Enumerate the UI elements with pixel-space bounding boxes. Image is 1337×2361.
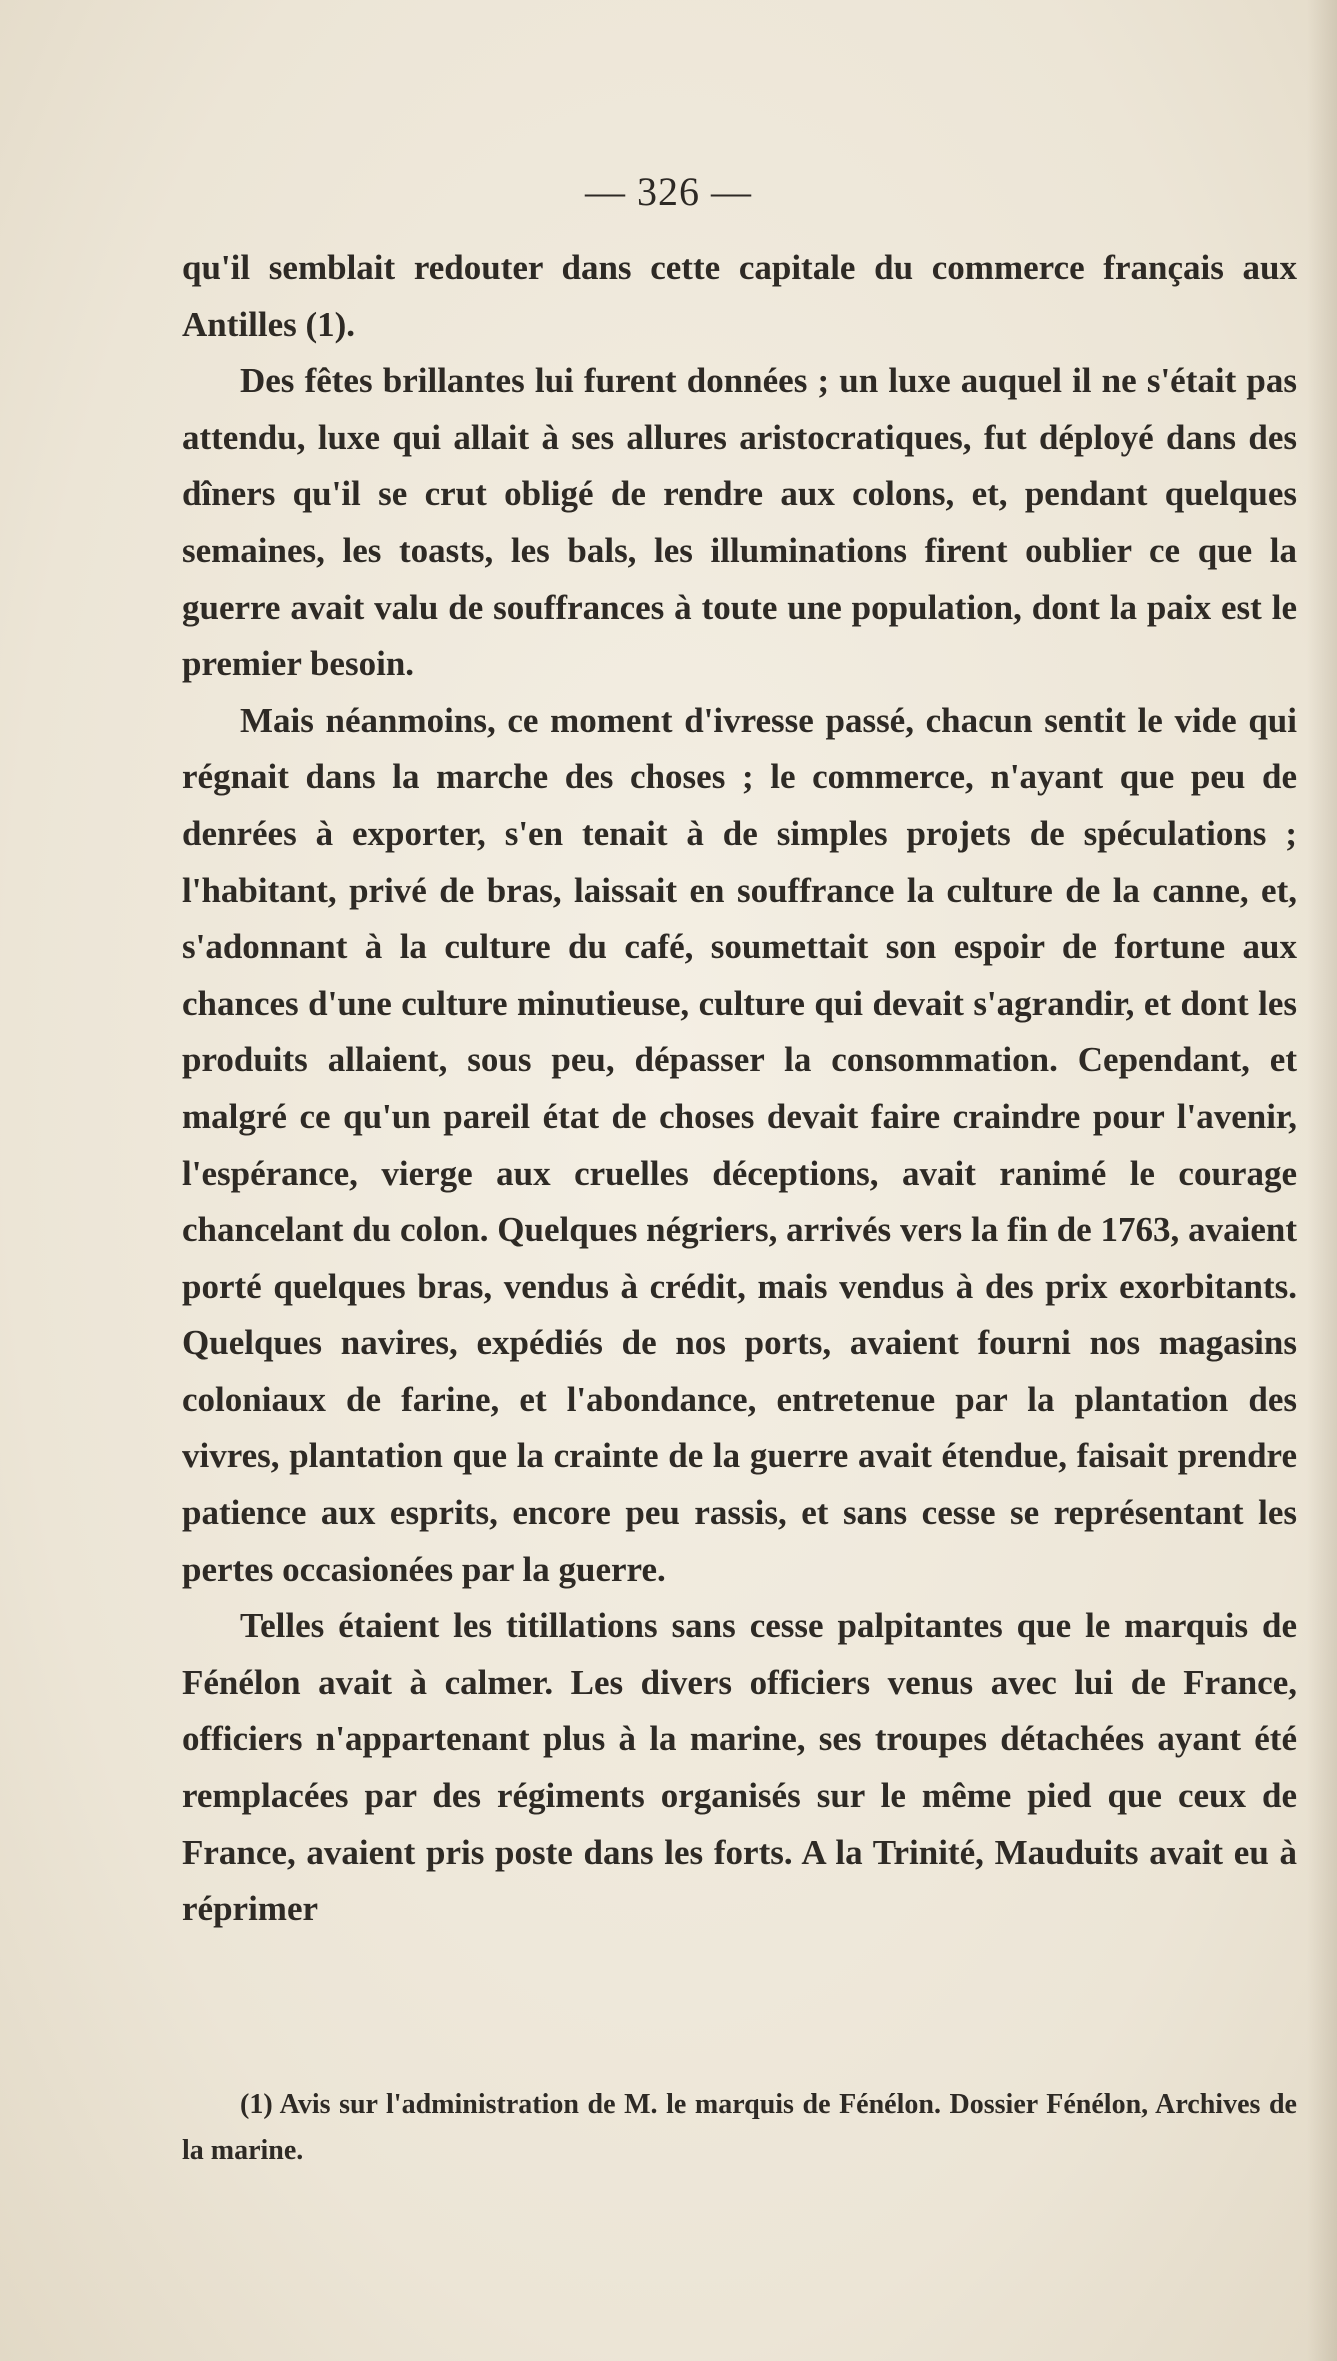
footnote xyxy=(182,2082,1297,2174)
paragraph: Des fêtes brillantes lui furent données ; un luxe auquel il ne s'était pas attendu, luxe qui allait à ses allures aristocratiques, fut déployé dans des dîners qu'il se crut obligé de rendre aux colons, et, pendant quelques semaines, les toasts, les bals, les illuminations firent oublier ce que la guerre avait valu de souffrances à toute une population, dont la paix est le premier besoin. xyxy=(182,361,1297,684)
paragraph-continuation: qu'il semblait redouter dans cette capitale du commerce français aux Antilles (1). xyxy=(182,248,1297,344)
page-number: — 326 — xyxy=(585,169,752,214)
page-edge-shadow xyxy=(1307,0,1337,2361)
paragraph: Mais néanmoins, ce moment d'ivresse passé, chacun sentit le vide qui régnait dans la marche des choses ; le commerce, n'ayant que peu de denrées à exporter, s'en tenait à de simples projets de spéculations ; l'habitant, privé de bras, laissait en souffrance la culture de la canne, et, s'adonnant à la culture du café, soumettait son espoir de fortune aux chances d'une culture minutieuse, culture qui devait s'agrandir, et dont les produits allaient, sous peu, dépasser la consommation. Cependant, et malgré ce qu'un pareil état de choses devait faire craindre pour l'avenir, l'espérance, vierge aux cruelles déceptions, avait ranimé le courage chancelant du colon. Quelques négriers, arrivés vers la fin de 1763, avaient porté quelques bras, vendus à crédit, mais vendus à des prix exorbitants. Quelques navires, expédiés de nos ports, avaient fourni nos magasins coloniaux de farine, et l'abondance, entretenue par la plantation des vivres, plantation que la crainte de la guerre avait étendue, faisait prendre patience aux esprits, encore peu rassis, et sans cesse se représentant les pertes occasionées par la guerre. xyxy=(182,700,1297,1589)
footnote-text: (1) Avis sur l'administration de M. le marquis de Fénélon. Dossier Fénélon, Archives de la marine. xyxy=(182,2089,1297,2166)
main-text xyxy=(182,240,1297,1938)
paragraph: Telles étaient les titillations sans cesse palpitantes que le marquis de Fénélon avait à calmer. Les divers officiers venus avec lui de France, officiers n'appartenant plus à la marine, ses troupes détachées ayant été remplacées par des régiments organisés sur le même pied que ceux de France, avaient pris poste dans les forts. A la Trinité, Mauduits avait eu à réprimer xyxy=(182,1606,1297,1929)
